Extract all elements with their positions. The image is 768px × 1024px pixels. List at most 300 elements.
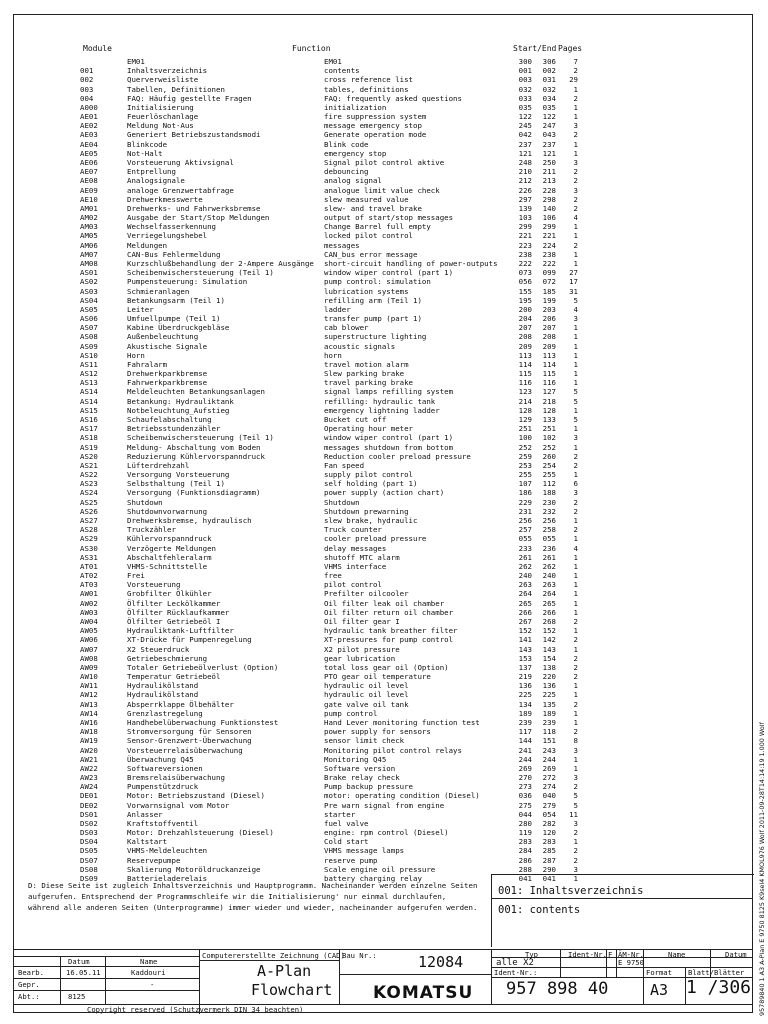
- label-identnr: Ident-Nr.: [568, 950, 607, 959]
- function-de: Pumpensteuerung: Simulation: [127, 277, 248, 287]
- module-code: AS05: [80, 304, 98, 314]
- page-count: 1: [573, 708, 578, 718]
- module-code: DS08: [80, 864, 98, 874]
- function-en: pump control: simulation: [324, 277, 431, 287]
- start-page: 263: [518, 580, 532, 590]
- module-code: AS01: [80, 268, 98, 278]
- module-code: AS06: [80, 314, 98, 324]
- end-page: 035: [542, 102, 556, 112]
- table-row: [0, 746, 768, 755]
- page-count: 5: [573, 791, 578, 801]
- page-count: 2: [573, 828, 578, 838]
- start-page: 251: [518, 424, 532, 434]
- module-code: AW22: [80, 763, 98, 773]
- function-de: Kraftstoffventil: [127, 818, 199, 828]
- function-en: fuel valve: [324, 818, 369, 828]
- end-page: 041: [542, 874, 556, 884]
- page-count: 1: [573, 552, 578, 562]
- function-en: emergency lightning ladder: [324, 405, 440, 415]
- table-row: [0, 599, 768, 608]
- end-page: 138: [542, 662, 556, 672]
- page-count: 2: [573, 855, 578, 865]
- function-de: Frei: [127, 571, 145, 581]
- start-page: 200: [518, 304, 532, 314]
- function-de: Überwachung Q45: [127, 754, 194, 764]
- page-count: 2: [573, 699, 578, 709]
- module-code: AE03: [80, 130, 98, 140]
- function-de: Versorgung Vorsteuerung: [127, 470, 230, 480]
- function-en: Oil filter gear I: [324, 616, 400, 626]
- start-page: 222: [518, 258, 532, 268]
- page-count: 1: [573, 222, 578, 232]
- function-en: Change Barrel full empty: [324, 222, 431, 232]
- function-de: Verriegelungshebel: [127, 231, 208, 241]
- table-row: [0, 167, 768, 176]
- start-page: 266: [518, 607, 532, 617]
- table-row: [0, 287, 768, 296]
- function-en: horn: [324, 350, 342, 360]
- end-page: 282: [542, 818, 556, 828]
- function-en: cab blower: [324, 323, 369, 333]
- start-page: 269: [518, 763, 532, 773]
- table-row: [0, 791, 768, 800]
- table-row: [0, 94, 768, 103]
- end-page: 283: [542, 837, 556, 847]
- start-page: 001: [518, 66, 532, 76]
- end-page: 034: [542, 93, 556, 103]
- function-en: battery charging relay: [324, 874, 422, 884]
- end-page: 266: [542, 607, 556, 617]
- function-en: FAQ: frequently asked questions: [324, 93, 462, 103]
- start-page: 208: [518, 332, 532, 342]
- header-module: Module: [83, 44, 112, 53]
- end-page: 218: [542, 396, 556, 406]
- function-de: Entprellung: [127, 167, 176, 177]
- aem-value: E 9750: [618, 958, 644, 967]
- page-count: 2: [573, 451, 578, 461]
- end-page: 185: [542, 286, 556, 296]
- module-code: AS16: [80, 415, 98, 425]
- page-count: 1: [573, 754, 578, 764]
- end-page: 247: [542, 121, 556, 131]
- function-de: Versorgung (Funktionsdiagramm): [127, 488, 261, 498]
- page-count: 4: [573, 543, 578, 553]
- function-en: engine: rpm control (Diesel): [324, 828, 449, 838]
- end-page: 031: [542, 75, 556, 85]
- function-de: Lüfterdrehzahl: [127, 460, 190, 470]
- table-row: [0, 231, 768, 240]
- function-de: Totaler Getriebeölverlust (Option): [127, 662, 279, 672]
- end-page: 279: [542, 800, 556, 810]
- page-count: 3: [573, 488, 578, 498]
- function-de: Hydraulikölstand: [127, 681, 199, 691]
- function-en: Shutdown: [324, 497, 360, 507]
- end-page: 188: [542, 488, 556, 498]
- end-page: 199: [542, 295, 556, 305]
- function-de: Drehwerks- und Fahrwerksbremse: [127, 203, 261, 213]
- function-en: hydraulic tank breather filter: [324, 626, 458, 636]
- table-row: [0, 764, 768, 773]
- page-count: 2: [573, 240, 578, 250]
- start-page: 055: [518, 534, 532, 544]
- table-row: [0, 66, 768, 75]
- start-page: 056: [518, 277, 532, 287]
- function-de: CAN-Bus Fehlermeldung: [127, 249, 221, 259]
- end-page: 213: [542, 176, 556, 186]
- function-en: hydraulic oil level: [324, 690, 409, 700]
- table-row: [0, 580, 768, 589]
- page-count: 1: [573, 690, 578, 700]
- function-en: fire suppression system: [324, 112, 427, 122]
- start-page: 204: [518, 314, 532, 324]
- table-row: [0, 654, 768, 663]
- function-de: Leiter: [127, 304, 154, 314]
- start-page: 223: [518, 240, 532, 250]
- start-page: 275: [518, 800, 532, 810]
- table-row: [0, 534, 768, 543]
- function-de: Drehwerksbremse, hydraulisch: [127, 516, 252, 525]
- end-page: 274: [542, 782, 556, 792]
- label-blatt: Blatt/Blätter: [688, 968, 745, 977]
- function-de: XT-Drücke für Pumpenregelung: [127, 635, 252, 645]
- page-count: 3: [573, 433, 578, 443]
- function-en: emergency stop: [324, 148, 387, 158]
- function-en: Fan speed: [324, 460, 365, 470]
- end-page: 072: [542, 277, 556, 287]
- function-de: Getriebeschmierung: [127, 653, 208, 663]
- start-page: 042: [518, 130, 532, 140]
- table-row: [0, 801, 768, 810]
- end-page: 127: [542, 387, 556, 397]
- label-f: F: [608, 950, 613, 959]
- gepr-name: -: [150, 980, 155, 989]
- module-code: AS04: [80, 295, 98, 305]
- start-page: 212: [518, 176, 532, 186]
- module-code: AS10: [80, 350, 98, 360]
- function-en: cross reference list: [324, 75, 413, 85]
- function-de: Vorsteuerung Aktivsignal: [127, 157, 234, 167]
- table-row: [0, 709, 768, 718]
- module-code: DS02: [80, 818, 98, 828]
- page-count: 2: [573, 616, 578, 626]
- module-code: 003: [80, 84, 94, 94]
- module-code: AT02: [80, 571, 98, 581]
- table-row: [0, 663, 768, 672]
- function-en: Pre warn signal from engine: [324, 800, 445, 810]
- function-de: Pumpenstützdruck: [127, 782, 199, 792]
- label-gepr: Gepr.: [18, 980, 40, 989]
- start-page: 003: [518, 75, 532, 85]
- function-en: window wiper control (part 1): [324, 433, 454, 443]
- label-format: Format: [646, 968, 672, 977]
- module-code: DE01: [80, 791, 98, 801]
- start-page: 032: [518, 84, 532, 94]
- function-en: reserve pump: [324, 855, 378, 865]
- function-de: Batterieladerelais: [127, 874, 208, 884]
- start-page: 229: [518, 497, 532, 507]
- function-de: Betriebsstundenzähler: [127, 424, 221, 434]
- module-code: AM06: [80, 240, 98, 250]
- page-count: 1: [573, 644, 578, 654]
- table-row: [0, 452, 768, 461]
- module-code: AW16: [80, 717, 98, 727]
- end-page: 285: [542, 846, 556, 856]
- module-code: AW06: [80, 635, 98, 645]
- table-row: [0, 314, 768, 323]
- table-row: [0, 571, 768, 580]
- function-en: CAN_bus error message: [324, 249, 418, 259]
- function-en: initialization: [324, 102, 387, 112]
- table-row: [0, 589, 768, 598]
- page-count: 2: [573, 203, 578, 213]
- end-page: 221: [542, 231, 556, 241]
- label-name-2: Name: [668, 950, 686, 959]
- module-code: AW19: [80, 736, 98, 746]
- start-page: 241: [518, 745, 532, 755]
- function-de: Tabellen, Definitionen: [127, 84, 225, 94]
- komatsu-logo: KOMATSU: [373, 983, 474, 1003]
- page-count: 2: [573, 846, 578, 856]
- function-en: analog signal: [324, 176, 382, 186]
- function-en: Bucket cut off: [324, 415, 387, 425]
- page-count: 1: [573, 607, 578, 617]
- end-page: 238: [542, 249, 556, 259]
- bau-label: Bau Nr.:: [342, 951, 377, 960]
- end-page: 244: [542, 754, 556, 764]
- end-page: 121: [542, 148, 556, 158]
- start-page: 210: [518, 167, 532, 177]
- label-identnr-2: Ident-Nr.:: [494, 968, 538, 977]
- end-page: 255: [542, 470, 556, 480]
- end-page: 203: [542, 304, 556, 314]
- end-page: 207: [542, 323, 556, 333]
- function-en: XT-pressures for pump control: [324, 635, 454, 645]
- start-page: 280: [518, 818, 532, 828]
- module-code: AW14: [80, 708, 98, 718]
- start-page: 152: [518, 626, 532, 636]
- copyright: Copyright reserved (Schutzvermerk DIN 34 beachten): [87, 1005, 304, 1014]
- module-code: AS02: [80, 277, 98, 287]
- start-page: 155: [518, 286, 532, 296]
- table-row: [0, 415, 768, 424]
- table-row: [0, 865, 768, 874]
- function-de: Motor: Drehzahlsteuerung (Diesel): [127, 828, 274, 838]
- page-count: 1: [573, 84, 578, 94]
- start-page: 144: [518, 736, 532, 746]
- table-row: [0, 130, 768, 139]
- end-page: 143: [542, 644, 556, 654]
- module-code: AE01: [80, 112, 98, 122]
- page-count: 5: [573, 415, 578, 425]
- page-count: 1: [573, 258, 578, 268]
- start-page: 209: [518, 341, 532, 351]
- function-de: Vorsteuerung: [127, 580, 181, 590]
- start-page: 252: [518, 442, 532, 452]
- function-en: VHMS interface: [324, 561, 387, 571]
- module-code: 004: [80, 93, 94, 103]
- page-count: 1: [573, 470, 578, 480]
- table-row: [0, 617, 768, 626]
- start-page: 128: [518, 405, 532, 415]
- table-row: [0, 360, 768, 369]
- function-en: motor: operating condition (Diesel): [324, 791, 480, 801]
- table-row: [0, 810, 768, 819]
- page-count: 3: [573, 864, 578, 874]
- module-code: AW11: [80, 681, 98, 691]
- function-de: Stromversorgung für Sensoren: [127, 727, 252, 737]
- start-page: 245: [518, 121, 532, 131]
- end-page: 102: [542, 433, 556, 443]
- end-page: 252: [542, 442, 556, 452]
- end-page: 265: [542, 598, 556, 608]
- start-page: 284: [518, 846, 532, 856]
- table-row: [0, 700, 768, 709]
- function-de: Reduzierung Kühlervorspanndruck: [127, 451, 265, 461]
- page-count: 1: [573, 763, 578, 773]
- start-page: 288: [518, 864, 532, 874]
- function-de: Shutdownvorwarnung: [127, 506, 208, 516]
- module-code: AE02: [80, 121, 98, 131]
- function-de: Anlasser: [127, 809, 163, 819]
- function-en: Oil filter return oil chamber: [324, 607, 454, 617]
- start-page: 033: [518, 93, 532, 103]
- function-de: Außenbeleuchtung: [127, 332, 199, 342]
- table-row: [0, 186, 768, 195]
- function-en: debouncing: [324, 167, 369, 177]
- module-code: AS22: [80, 470, 98, 480]
- end-page: 232: [542, 506, 556, 516]
- start-page: 113: [518, 350, 532, 360]
- module-code: AW13: [80, 699, 98, 709]
- table-row: [0, 773, 768, 782]
- end-page: 152: [542, 626, 556, 636]
- function-de: VHMS-Schnittstelle: [127, 561, 208, 571]
- module-code: AW02: [80, 598, 98, 608]
- end-page: 228: [542, 185, 556, 195]
- table-row: [0, 488, 768, 497]
- module-code: AT01: [80, 561, 98, 571]
- page-count: 1: [573, 424, 578, 434]
- module-code: AS24: [80, 488, 98, 498]
- function-de: Hydraulikölstand: [127, 690, 199, 700]
- function-de: Feuerlöschanlage: [127, 112, 199, 122]
- function-en: travel parking brake: [324, 378, 413, 388]
- toc-title-de: 001: Inhaltsverzeichnis: [498, 885, 644, 897]
- page-count: 1: [573, 837, 578, 847]
- end-page: 113: [542, 350, 556, 360]
- end-page: 189: [542, 708, 556, 718]
- label-datum: Datum: [68, 957, 90, 966]
- page-count: 5: [573, 800, 578, 810]
- page-count: 1: [573, 681, 578, 691]
- start-page: 189: [518, 708, 532, 718]
- end-page: 222: [542, 258, 556, 268]
- module-code: AW12: [80, 690, 98, 700]
- table-row: [0, 856, 768, 865]
- function-de: Truckzähler: [127, 525, 176, 535]
- function-en: slew measured value: [324, 194, 409, 204]
- function-en: Reduction cooler preload pressure: [324, 451, 471, 461]
- function-de: Schaufelabschaltung: [127, 415, 212, 425]
- start-page: 035: [518, 102, 532, 112]
- module-code: AE07: [80, 167, 98, 177]
- function-en: shutoff MTC alarm: [324, 552, 400, 562]
- function-de: Umfuellpumpe (Teil 1): [127, 314, 221, 324]
- divider: [491, 898, 753, 899]
- end-page: 122: [542, 112, 556, 122]
- table-row: [0, 516, 768, 525]
- end-page: 240: [542, 571, 556, 581]
- function-de: Scheibenwischersteuerung (Teil 1): [127, 433, 274, 443]
- module-code: AS19: [80, 442, 98, 452]
- module-code: DS05: [80, 846, 98, 856]
- function-de: Analogsignale: [127, 176, 185, 186]
- function-en: cooler preload pressure: [324, 534, 427, 544]
- module-code: AS20: [80, 451, 98, 461]
- page-count: 5: [573, 396, 578, 406]
- module-code: AM07: [80, 249, 98, 259]
- start-page: 123: [518, 387, 532, 397]
- page-count: 1: [573, 102, 578, 112]
- function-de: Hydrauliktank-Luftfilter: [127, 626, 234, 636]
- table-row: [0, 470, 768, 479]
- end-page: 054: [542, 809, 556, 819]
- start-page: 283: [518, 837, 532, 847]
- function-de: Ölfilter Rücklaufkammer: [127, 607, 230, 617]
- function-en: Shutdown prewarning: [324, 506, 409, 516]
- end-page: 032: [542, 84, 556, 94]
- start-page: 117: [518, 727, 532, 737]
- function-de: Betankung: Hydrauliktank: [127, 396, 234, 406]
- function-en: slew- and travel brake: [324, 203, 422, 213]
- function-de: Initialisierung: [127, 102, 194, 112]
- function-en: self holding (part 1): [324, 479, 418, 489]
- table-row: [0, 507, 768, 516]
- function-en: Blink code: [324, 139, 369, 149]
- start-page: 073: [518, 268, 532, 278]
- function-en: refilling arm (Teil 1): [324, 295, 422, 305]
- start-page: 286: [518, 855, 532, 865]
- page-count: 2: [573, 167, 578, 177]
- function-en: power supply (action chart): [324, 488, 445, 498]
- label-abt: Abt.:: [18, 992, 40, 1001]
- page-count: 3: [573, 314, 578, 324]
- bau-value: 12084: [418, 953, 464, 971]
- function-en: Truck counter: [324, 525, 382, 535]
- end-page: 261: [542, 552, 556, 562]
- page-count: 3: [573, 185, 578, 195]
- table-row: [0, 690, 768, 699]
- page-count: 8: [573, 736, 578, 746]
- table-row: [0, 57, 768, 66]
- label-bearb: Bearb.: [18, 968, 44, 977]
- function-en: gate valve oil tank: [324, 699, 409, 709]
- side-metadata: 95789840 1 A3 A-Plan E 9750 8125 K9sel4 KMOL976 Wolf 2011-09-28T14:14:19 1.000 Wolf: [758, 722, 766, 1016]
- page-count: 2: [573, 506, 578, 516]
- start-page: 129: [518, 415, 532, 425]
- start-page: 273: [518, 782, 532, 792]
- end-page: 224: [542, 240, 556, 250]
- function-de: Reservepumpe: [127, 855, 181, 865]
- start-page: 137: [518, 662, 532, 672]
- page-count: 2: [573, 497, 578, 507]
- start-page: 114: [518, 359, 532, 369]
- function-de: Meldeleuchten Betankungsanlagen: [127, 387, 265, 397]
- title-block: [13, 949, 753, 1014]
- function-de: Grenzlastregelung: [127, 708, 203, 718]
- table-row: [0, 369, 768, 378]
- table-row: [0, 103, 768, 112]
